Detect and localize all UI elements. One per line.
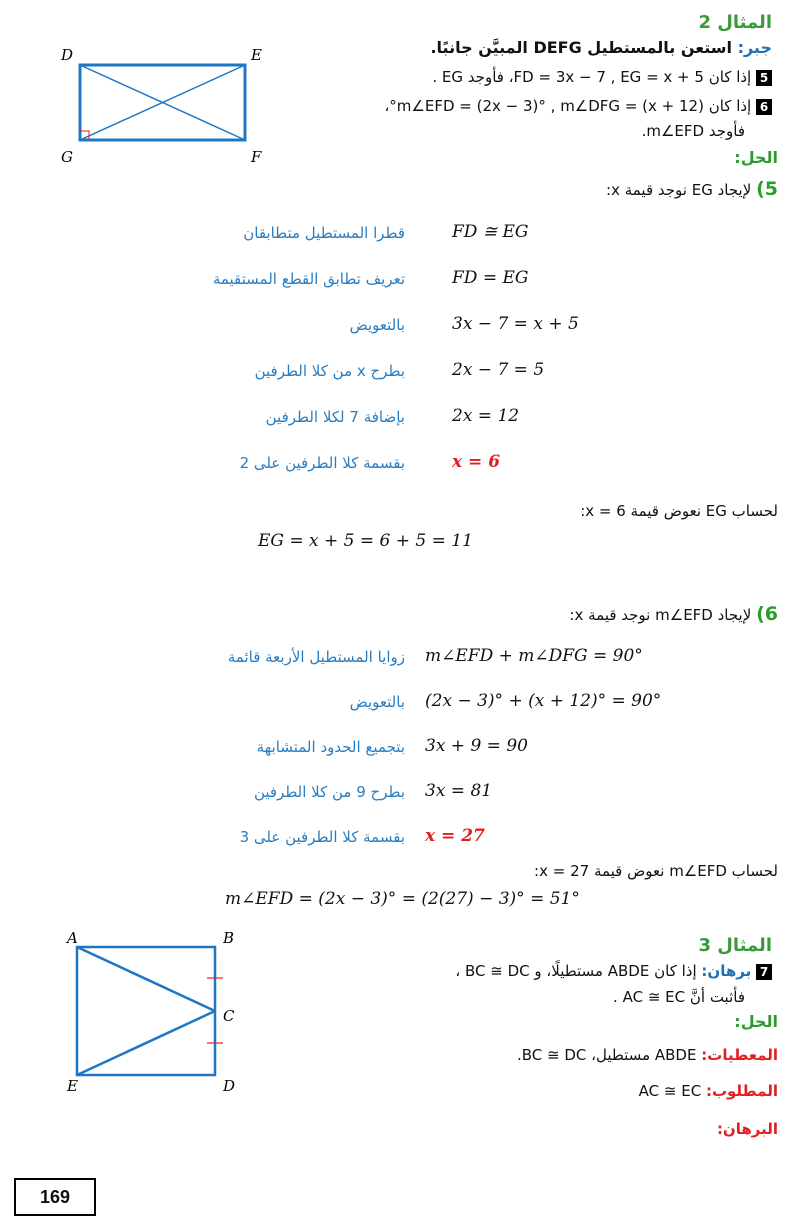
prove-text: AC ≅ EC bbox=[638, 1082, 702, 1100]
sol6-equation-5: x = 27 bbox=[425, 826, 485, 846]
label-E2: E bbox=[67, 1077, 78, 1095]
label-B: B bbox=[223, 929, 235, 947]
sol5-final: EG = x + 5 = 6 + 5 = 11 bbox=[258, 531, 473, 551]
prove-line bbox=[358, 1082, 778, 1100]
sol5-equation-5: 2x = 12 bbox=[452, 406, 520, 426]
label-D2: D bbox=[223, 1077, 236, 1095]
sol5-intro: لإيجاد EG نوجد قيمة x: bbox=[606, 181, 752, 199]
prove-label: المطلوب: bbox=[705, 1082, 778, 1100]
segment-ac bbox=[77, 947, 215, 1011]
segment-ec bbox=[77, 1011, 215, 1075]
sol5-compute-intro: لحساب EG نعوض قيمة x = 6: bbox=[580, 502, 778, 520]
label-C: C bbox=[223, 1007, 235, 1025]
given-text: ABDE مستطيل، BC ≅ DC. bbox=[516, 1046, 697, 1064]
sol5-reason-2: تعريف تطابق القطع المستقيمة bbox=[212, 270, 405, 288]
sol5-reason-4: بطرح x من كلا الطرفين bbox=[254, 362, 405, 380]
example3-header: المثال 3 bbox=[698, 935, 772, 956]
sol5-reason-6: بقسمة كلا الطرفين على 2 bbox=[239, 454, 405, 472]
label-F: F bbox=[251, 148, 262, 166]
q7-text2: فأثبت أنَّ AC ≅ EC . bbox=[613, 988, 745, 1006]
solution-label-3: الحل: bbox=[734, 1012, 778, 1031]
label-E: E bbox=[251, 46, 262, 64]
sol5-reason-3: بالتعويض bbox=[349, 316, 405, 334]
sol6-reason-5: بقسمة كلا الطرفين على 3 bbox=[239, 828, 405, 846]
rectangle-outline-2 bbox=[77, 947, 215, 1075]
sol5-reason-5: بإضافة 7 لكلا الطرفين bbox=[265, 408, 405, 426]
rectangle-defg-figure bbox=[55, 40, 285, 170]
sol6-final: m∠EFD = (2x − 3)° = (2(27) − 3)° = 51° bbox=[225, 889, 580, 909]
sol5-intro-line bbox=[478, 178, 778, 200]
intro-text: استعن بالمستطيل DEFG المبيَّن جانبًا. bbox=[430, 38, 732, 57]
sol6-equation-4: 3x = 81 bbox=[425, 781, 493, 801]
q5-number: 5 bbox=[756, 70, 772, 86]
question-5 bbox=[352, 68, 772, 86]
sol6-reason-4: بطرح 9 من كلا الطرفين bbox=[253, 783, 405, 801]
label-D: D bbox=[61, 46, 74, 64]
question-6 bbox=[312, 97, 772, 115]
question-7 bbox=[332, 962, 772, 980]
example2-header: المثال 2 bbox=[698, 12, 772, 33]
rectangle-abde-figure bbox=[65, 925, 255, 1095]
label-G: G bbox=[61, 148, 73, 166]
sol5-equation-6: x = 6 bbox=[452, 452, 501, 472]
page-number: 169 bbox=[14, 1178, 96, 1216]
sol6-intro: لإيجاد m∠EFD نوجد قيمة x: bbox=[569, 606, 752, 624]
sol6-equation-1: m∠EFD + m∠DFG = 90° bbox=[425, 646, 643, 666]
given-label: المعطيات: bbox=[701, 1046, 778, 1064]
q5-text: إذا كان FD = 3x − 7 , EG = x + 5، فأوجد EG . bbox=[432, 68, 752, 86]
sol6-equation-2: (2x − 3)° + (x + 12)° = 90° bbox=[425, 691, 662, 711]
q6-number: 6 bbox=[756, 99, 772, 115]
given-line bbox=[358, 1046, 778, 1064]
example2-intro bbox=[392, 38, 772, 57]
intro-label: جبر: bbox=[737, 38, 772, 57]
sol5-equation-4: 2x − 7 = 5 bbox=[452, 360, 545, 380]
sol6-reason-1: زوايا المستطيل الأربعة قائمة bbox=[227, 648, 405, 666]
sol5-equation-2: FD = EG bbox=[452, 268, 529, 288]
q6-text: إذا كان m∠EFD = (2x − 3)° , m∠DFG = (x + 12)°، bbox=[384, 97, 752, 115]
sol5-equation-3: 3x − 7 = x + 5 bbox=[452, 314, 579, 334]
sol5-reason-1: قطرا المستطيل متطابقان bbox=[243, 224, 405, 242]
q7-number: 7 bbox=[756, 964, 772, 980]
q7-label: برهان: bbox=[701, 962, 752, 980]
sol6-compute-intro: لحساب m∠EFD نعوض قيمة x = 27: bbox=[534, 862, 778, 880]
q6-text2: فأوجد m∠EFD. bbox=[641, 122, 745, 140]
sol6-step: 6) bbox=[756, 603, 778, 625]
sol6-reason-3: بتجميع الحدود المتشابهة bbox=[256, 738, 405, 756]
sol6-reason-2: بالتعويض bbox=[349, 693, 405, 711]
label-A: A bbox=[67, 929, 78, 947]
sol6-intro-line bbox=[478, 603, 778, 625]
sol5-step: 5) bbox=[756, 178, 778, 200]
sol6-equation-3: 3x + 9 = 90 bbox=[425, 736, 528, 756]
solution-label-2: الحل: bbox=[734, 148, 778, 167]
proof-label: البرهان: bbox=[716, 1120, 778, 1138]
q7-text: إذا كان ABDE مستطيلًا، و BC ≅ DC ، bbox=[455, 962, 697, 980]
sol5-equation-1: FD ≅ EG bbox=[452, 222, 529, 242]
